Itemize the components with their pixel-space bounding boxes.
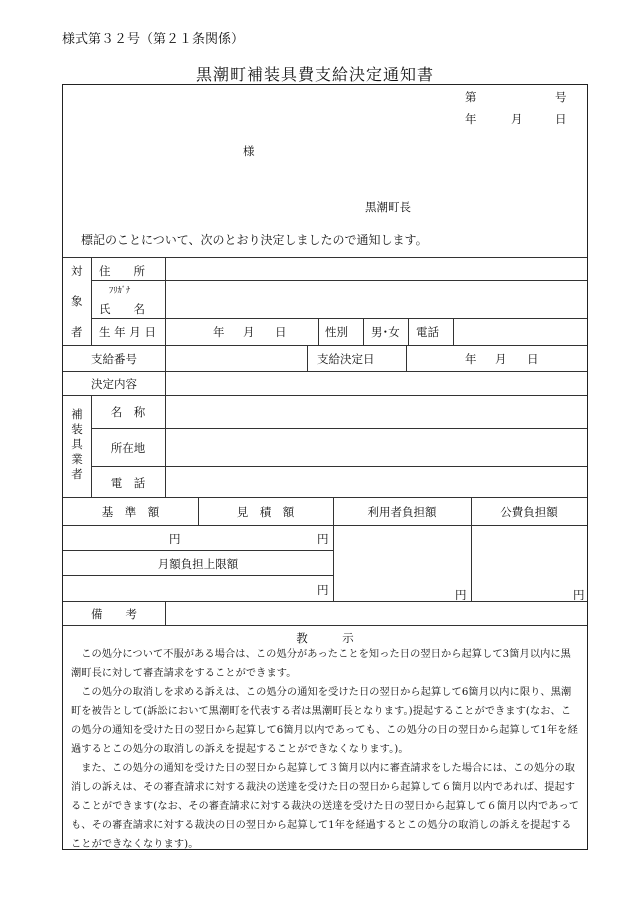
rule — [63, 497, 587, 498]
subject-label-1: 対 — [71, 264, 83, 278]
issuer-name: 黒潮町長 — [365, 200, 411, 214]
furigana-label: ﾌﾘｶﾞﾅ — [109, 286, 131, 296]
rule — [91, 257, 92, 345]
number-dai: 第 — [465, 90, 477, 104]
decision-year: 年 — [465, 352, 477, 366]
sex-label: 性別 — [325, 325, 348, 339]
subject-label-3: 者 — [71, 325, 83, 339]
estimate-amount-label: 見 積 額 — [236, 505, 295, 519]
vendor-location-label: 所在地 — [110, 441, 146, 455]
estimate-yen: 円 — [317, 532, 329, 546]
remarks-label: 備 考 — [91, 607, 137, 621]
rule — [307, 345, 308, 371]
vendor-name-label: 名 称 — [110, 405, 146, 419]
standard-yen: 円 — [169, 532, 181, 546]
birth-month: 月 — [243, 325, 255, 339]
instruction-paragraph: また、この処分の通知を受けた日の翌日から起算して３箇月以内に審査請求をした場合には、この処分の取消しの訴えは、その審査請求に対する裁決の送達を受けた日の翌日から起算して６箇月以内であれば、提起することができます(なお、その審査請求に対する裁決の送達を受けた日の翌日から起算して６箇月以内であっても、その審査請求に対する裁決の日の翌日から起算して1年を経過するとこの処分の取消しの訴えを提起することができなくなります)。 — [71, 763, 580, 850]
phone-label: 電話 — [416, 325, 439, 339]
instruction-paragraph: この処分の取消しを求める訴えは、この処分の通知を受けた日の翌日から起算して6箇月以内に限り、黒潮町を被告として(訴訟において黒潮町を代表する者は黒潮町長となります。)提起することができます(なお、この処分の通知を受けた日の翌日から起算して6箇月以内であっても、この処分の日の翌日から起算して1年を経過するとこの処分の取消しの訴えを提起することができなくなります。)。 — [71, 687, 578, 755]
rule — [406, 345, 407, 371]
rule — [63, 625, 587, 626]
form-number: 様式第３２号（第２１条関係） — [62, 32, 245, 47]
rule — [63, 345, 587, 346]
rule — [165, 257, 166, 395]
sex-options: 男･女 — [371, 325, 400, 339]
rule — [63, 371, 587, 372]
instruction-body — [71, 645, 581, 854]
issue-date-year: 年 — [465, 112, 477, 126]
issue-date-day: 日 — [555, 112, 567, 126]
intro-text: 標記のことについて、次のとおり決定しましたので通知します。 — [81, 233, 428, 247]
rule — [318, 318, 319, 345]
rule — [165, 601, 166, 625]
payment-number-label: 支給番号 — [91, 352, 137, 366]
monthly-cap-label: 月額負担上限額 — [157, 557, 239, 571]
notice-form — [62, 84, 588, 850]
rule — [63, 395, 587, 396]
rule — [63, 575, 333, 576]
vendor-phone-label: 電 話 — [110, 476, 146, 490]
birth-year: 年 — [213, 325, 225, 339]
rule — [63, 601, 587, 602]
rule — [63, 257, 587, 258]
standard-amount-label: 基 準 額 — [101, 505, 160, 519]
address-label: 住 所 — [99, 264, 145, 278]
decision-month: 月 — [495, 352, 507, 366]
issue-date-month: 月 — [511, 112, 523, 126]
public-burden-label: 公費負担額 — [500, 505, 558, 519]
decision-date-label: 支給決定日 — [317, 352, 375, 366]
vendor-group-label: 補装具業者 — [71, 407, 83, 481]
birthdate-label: 生 年 月 日 — [99, 325, 156, 339]
decision-day: 日 — [527, 352, 539, 366]
rule — [63, 550, 333, 551]
rule — [63, 525, 587, 526]
addressee-honorific: 様 — [243, 144, 255, 158]
number-go: 号 — [555, 90, 567, 104]
rule — [165, 395, 166, 497]
decision-content-label: 決定内容 — [91, 377, 137, 391]
user-burden-label: 利用者負担額 — [367, 505, 437, 519]
public-burden-yen: 円 — [573, 588, 585, 602]
rule — [453, 318, 454, 345]
rule — [408, 318, 409, 345]
instruction-paragraph: この処分について不服がある場合は、この処分があったことを知った日の翌日から起算して3箇月以内に黒潮町長に対して審査請求をすることができます。 — [71, 649, 571, 679]
user-burden-yen: 円 — [455, 588, 467, 602]
document-title: 黒潮町補装具費支給決定通知書 — [195, 65, 434, 84]
instruction-title: 教 示 — [296, 631, 354, 645]
birth-day: 日 — [275, 325, 287, 339]
monthly-cap-yen: 円 — [317, 583, 329, 597]
subject-label-2: 象 — [71, 294, 83, 308]
name-label: 氏 名 — [99, 302, 145, 316]
rule — [363, 318, 364, 345]
